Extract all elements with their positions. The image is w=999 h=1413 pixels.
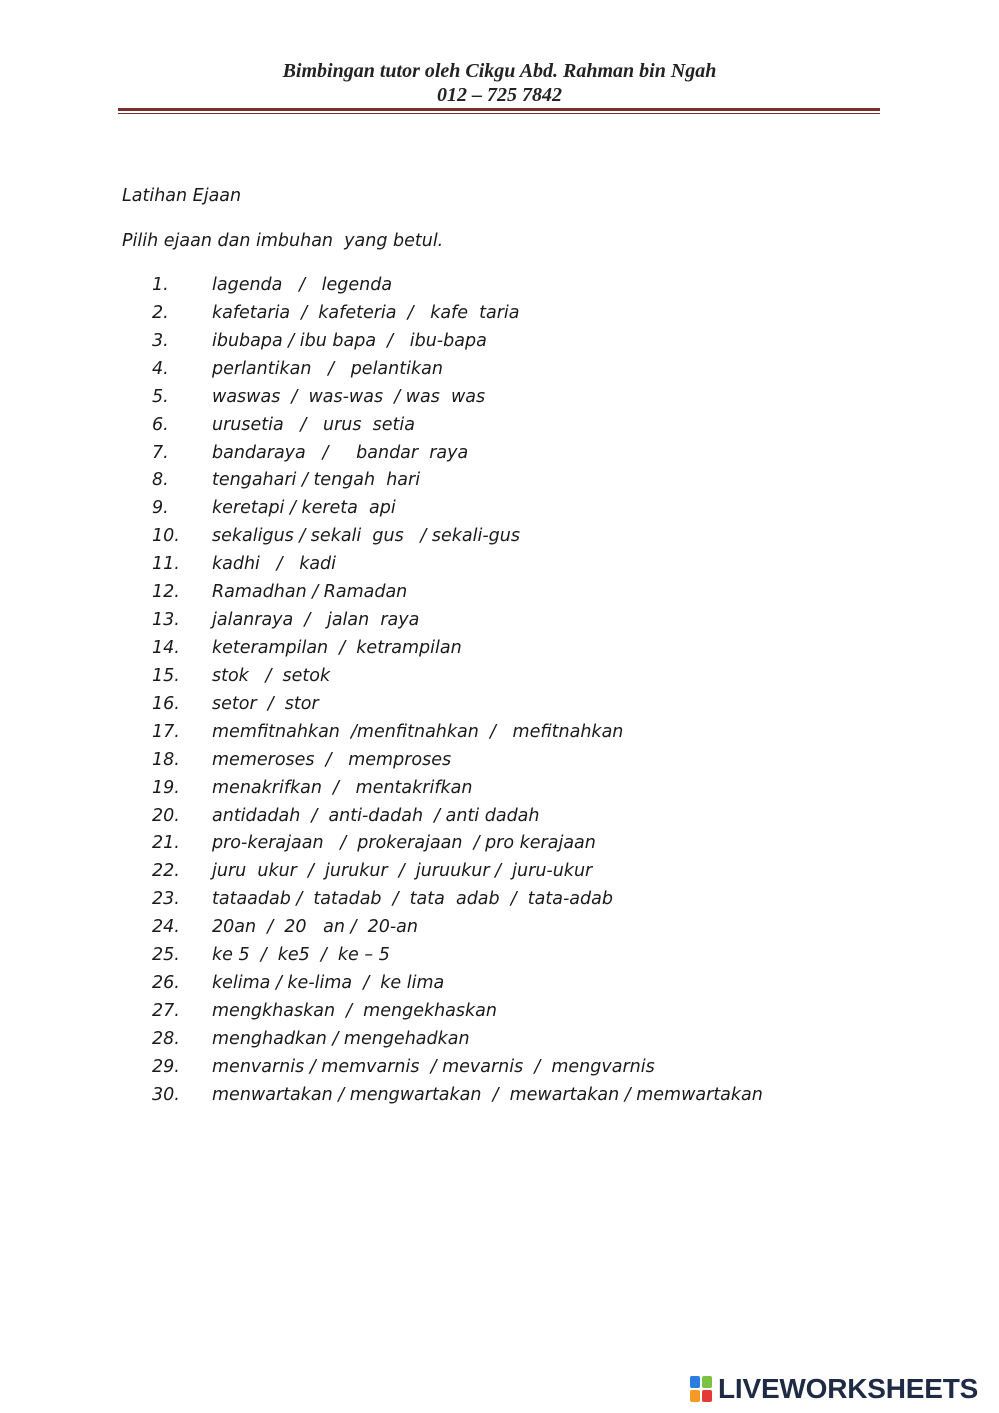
item-number: 2. [152,302,169,323]
item-spelling-options: ke 5 / ke5 / ke – 5 [212,945,390,966]
list-item [152,886,912,914]
list-item [152,467,912,495]
word-choice-list [152,272,912,1110]
item-spelling-options: mengkhaskan / mengekhaskan [212,1000,497,1021]
item-number: 9. [152,498,169,519]
item-spelling-options: keretapi / kereta api [212,498,396,519]
logo-wordmark: LIVEWORKSHEETS [718,1373,979,1404]
item-spelling-options: lagenda / legenda [212,275,393,295]
item-spelling-options: tengahari / tengah hari [212,470,421,491]
item-number: 26. [152,973,180,994]
item-spelling-options: pro-kerajaan / prokerajaan / pro kerajaan [212,833,596,854]
item-number: 30. [152,1084,180,1105]
liveworksheets-icon [690,1376,712,1402]
item-spelling-options: memeroses / memproses [212,749,452,770]
item-number: 18. [152,749,180,770]
item-number: 21. [152,833,180,854]
item-number: 8. [152,470,169,491]
item-spelling-options: menghadkan / mengehadkan [212,1028,470,1049]
item-number: 20. [152,805,180,826]
item-number: 1. [152,275,169,295]
item-number: 4. [152,358,169,379]
item-spelling-options: juru ukur / jurukur / juruukur / juru-ukur [212,861,593,882]
header-divider [118,108,880,114]
header-tutor-line: Bimbingan tutor oleh Cikgu Abd. Rahman bin Ngah [282,60,717,82]
item-spelling-options: antidadah / anti-dadah / anti dadah [212,805,540,826]
liveworksheets-logo [690,1373,978,1405]
list-item [152,551,912,579]
item-spelling-options: tataadab / tatadab / tata adab / tata-adab [212,889,613,910]
list-item [152,719,912,747]
list-item [152,384,912,412]
item-number: 19. [152,777,180,798]
item-number: 24. [152,917,180,938]
item-number: 7. [152,442,169,463]
list-item [152,747,912,775]
item-number: 11. [152,554,180,575]
list-item [152,1082,912,1110]
item-number: 5. [152,386,169,407]
list-item [152,1026,912,1054]
item-number: 10. [152,526,180,547]
list-item [152,495,912,523]
item-spelling-options: jalanraya / jalan raya [212,610,420,631]
list-item [152,914,912,942]
item-number: 12. [152,582,180,603]
exercise-instruction: Pilih ejaan dan imbuhan yang betul. [122,231,444,251]
item-number: 6. [152,414,169,435]
list-item [152,412,912,440]
list-item [152,328,912,356]
list-item [152,300,912,328]
item-spelling-options: kadhi / kadi [212,554,337,575]
item-number: 23. [152,889,180,910]
list-item [152,803,912,831]
header-phone-line: 012 – 725 7842 [437,84,562,106]
item-number: 29. [152,1056,180,1077]
item-spelling-options: urusetia / urus setia [212,414,415,435]
item-spelling-options: memfitnahkan /menfitnahkan / mefitnahkan [212,721,624,742]
item-spelling-options: menakrifkan / mentakrifkan [212,777,473,798]
item-number: 13. [152,610,180,631]
list-item [152,970,912,998]
list-item [152,830,912,858]
list-item [152,1054,912,1082]
list-item [152,942,912,970]
page-header [0,59,999,107]
item-number: 27. [152,1000,180,1021]
list-item [152,272,912,300]
item-spelling-options: 20an / 20 an / 20-an [212,917,418,938]
list-item [152,440,912,468]
list-item [152,998,912,1026]
list-item [152,523,912,551]
exercise-title: Latihan Ejaan [122,186,242,206]
item-spelling-options: kelima / ke-lima / ke lima [212,973,445,994]
item-number: 15. [152,665,180,686]
item-number: 25. [152,945,180,966]
logo-tile [702,1376,712,1388]
item-number: 17. [152,721,180,742]
item-number: 16. [152,693,180,714]
list-item [152,607,912,635]
list-item [152,635,912,663]
item-spelling-options: kafetaria / kafeteria / kafe taria [212,302,520,323]
item-spelling-options: setor / stor [212,693,319,714]
item-spelling-options: Ramadhan / Ramadan [212,582,408,603]
item-spelling-options: menvarnis / memvarnis / mevarnis / mengvarnis [212,1056,655,1077]
list-item [152,579,912,607]
list-item [152,858,912,886]
list-item [152,356,912,384]
item-number: 3. [152,330,169,351]
item-spelling-options: menwartakan / mengwartakan / mewartakan / memwartakan [212,1084,763,1105]
item-spelling-options: bandaraya / bandar raya [212,442,469,463]
item-spelling-options: stok / setok [212,665,331,686]
logo-tile [702,1390,712,1402]
logo-tile [690,1376,700,1388]
item-spelling-options: ibubapa / ibu bapa / ibu-bapa [212,330,487,351]
item-number: 28. [152,1028,180,1049]
list-item [152,775,912,803]
list-item [152,691,912,719]
item-spelling-options: sekaligus / sekali gus / sekali-gus [212,526,520,547]
list-item [152,663,912,691]
item-spelling-options: waswas / was-was / was was [212,386,486,407]
item-number: 14. [152,637,180,658]
logo-tile [690,1390,700,1402]
item-spelling-options: keterampilan / ketrampilan [212,637,462,658]
item-number: 22. [152,861,180,882]
item-spelling-options: perlantikan / pelantikan [212,358,443,379]
